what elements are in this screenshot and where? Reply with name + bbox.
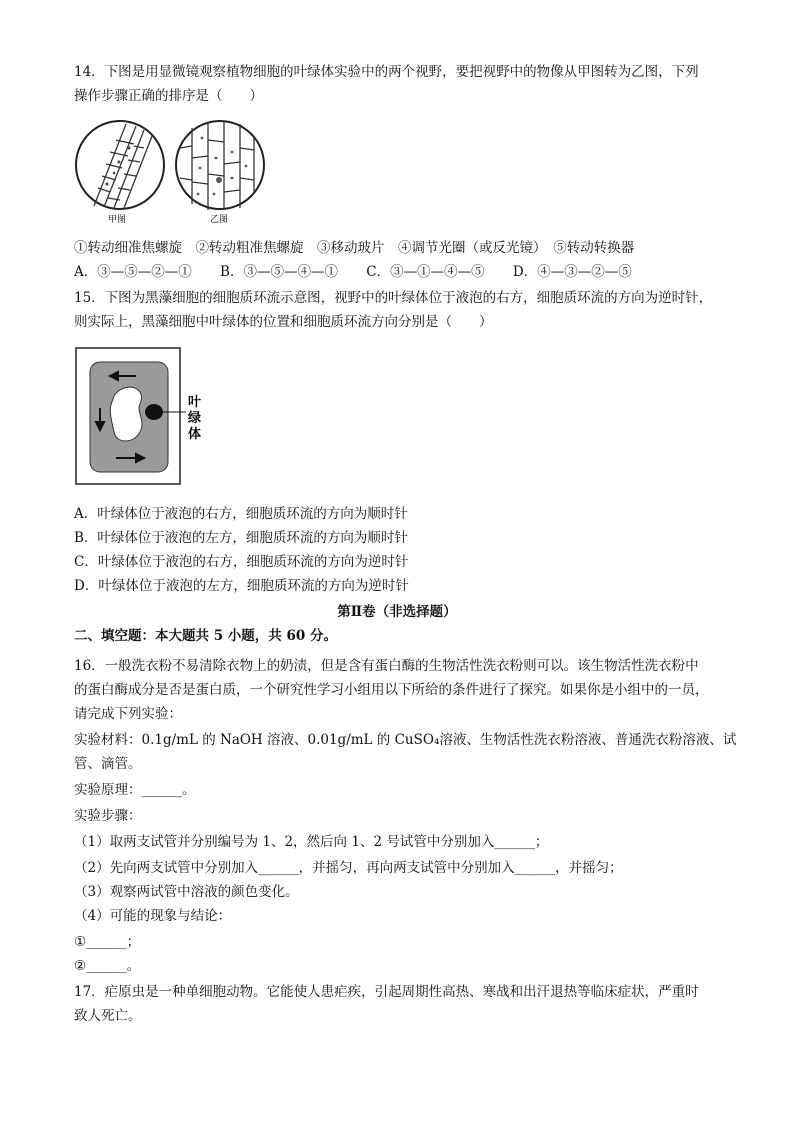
q16-line: 的蛋白酶成分是否是蛋白质，一个研究性学习小组用以下所给的条件进行了探究。如果你是小组中的一员， xyxy=(74,682,709,698)
q16-steps-heading: 实验步骤： xyxy=(74,808,142,824)
q17-stem-line1: 17．疟原虫是一种单细胞动物。它能使人患疟疾，引起周期性高热、寒战和出汗退热等临床症状，严重时 xyxy=(74,984,699,1000)
q15-label-ti: 体 xyxy=(188,427,202,442)
q16-principle: 实验原理：______。 xyxy=(74,782,196,798)
q14-option-c[interactable]: C．③—①—④—⑤ xyxy=(366,264,485,280)
q14-option-d[interactable]: D．④—③—②—⑤ xyxy=(512,264,632,280)
q16-result-2: ②______。 xyxy=(74,958,141,974)
q16-step-2: （2）先向两支试管中分别加入______，并摇匀，再向两支试管中分别加入______，并摇匀； xyxy=(74,860,623,876)
q14-steps: ①转动细准焦螺旋 ②转动粗准焦螺旋 ③移动玻片 ④调节光圈（或反光镜） ⑤转动转换器 xyxy=(74,240,635,256)
q16-line: 16．一般洗衣粉不易清除衣物上的奶渍，但是含有蛋白酶的生物活性洗衣粉则可以。该生物活性洗衣粉中 xyxy=(74,658,699,674)
q16-step-1: （1）取两支试管并分别编号为 1、2，然后向 1、2 号试管中分别加入______； xyxy=(74,834,549,850)
q15-label-lv: 绿 xyxy=(188,411,202,426)
section-title: 第Ⅱ卷（非选择题） xyxy=(337,604,457,620)
q14-options xyxy=(74,260,734,284)
q16-materials-cont: 管、滴管。 xyxy=(74,756,142,772)
q14-label-yi: 乙图 xyxy=(210,215,229,225)
section-heading: 二、填空题：本大题共 5 小题，共 60 分。 xyxy=(74,628,337,644)
q16-result-1: ①______； xyxy=(74,934,141,950)
q15-option-b[interactable]: B．叶绿体位于液泡的左方，细胞质环流的方向为顺时针 xyxy=(74,530,408,546)
q16-step-3: （3）观察两试管中溶液的颜色变化。 xyxy=(74,884,299,900)
q14-stem-line2: 操作步骤正确的排序是（ ） xyxy=(74,88,263,104)
q15-label-ye: 叶 xyxy=(188,395,202,410)
q16-line: 请完成下列实验： xyxy=(74,706,182,722)
q14-label-jia: 甲图 xyxy=(108,215,127,225)
q14-microscope-figure xyxy=(74,118,274,228)
q15-stem-line1: 15．下图为黑藻细胞的细胞质环流示意图，视野中的叶绿体位于液泡的右方，细胞质环流的方向为逆时针， xyxy=(74,290,713,306)
q17-stem-line2: 致人死亡。 xyxy=(74,1008,142,1024)
q15-option-c[interactable]: C．叶绿体位于液泡的右方，细胞质环流的方向为逆时针 xyxy=(74,554,409,570)
q15-option-d[interactable]: D．叶绿体位于液泡的左方，细胞质环流的方向为逆时针 xyxy=(74,578,409,594)
q14-option-a[interactable]: A．③—⑤—②—① xyxy=(74,264,192,280)
q15-figure-label: 叶绿体 xyxy=(74,346,77,347)
q15-option-a[interactable]: A．叶绿体位于液泡的右方，细胞质环流的方向为顺时针 xyxy=(74,506,408,522)
q15-stem-line2: 则实际上，黑藻细胞中叶绿体的位置和细胞质环流方向分别是（ ） xyxy=(74,314,493,330)
q15-cell-figure xyxy=(74,346,214,488)
q14-stem-line1: 14．下图是用显微镜观察植物细胞的叶绿体实验中的两个视野，要把视野中的物像从甲图转为乙图，下列 xyxy=(74,64,699,80)
q16-materials: 实验材料：0.1g/mL 的 NaOH 溶液、0.01g/mL 的 CuSO₄溶液、生物活性洗衣粉溶液、普通洗衣粉溶液、试 xyxy=(74,732,737,748)
q14-option-b[interactable]: B．③—⑤—④—① xyxy=(220,264,338,280)
q16-step-4: （4）可能的现象与结论： xyxy=(74,908,232,924)
